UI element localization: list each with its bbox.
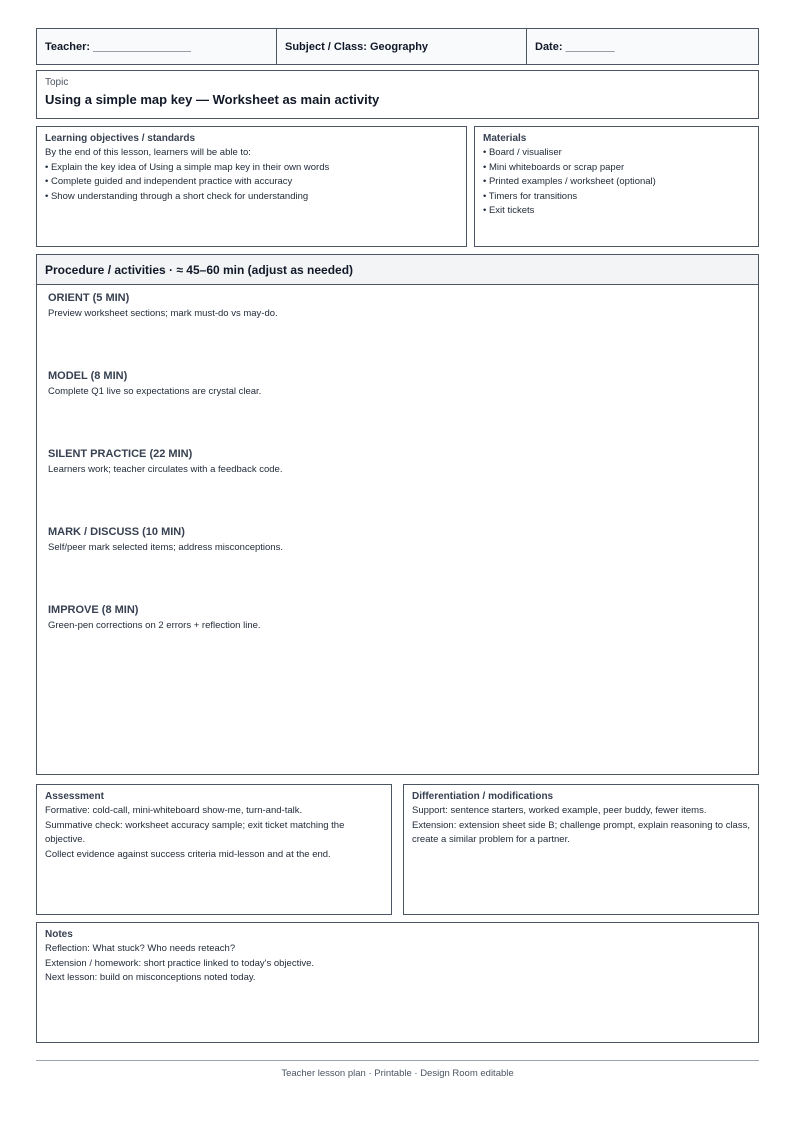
differentiation-section <box>403 784 759 915</box>
materials-item: • Timers for transitions <box>483 190 578 202</box>
objectives-line: By the end of this lesson, learners will be able to: <box>45 147 251 158</box>
differentiation-line: Support: sentence starters, worked example, peer buddy, fewer items. <box>412 805 707 816</box>
materials-section <box>474 126 759 247</box>
subject-class-field[interactable]: Subject / Class: Geography <box>277 29 527 64</box>
procedure-step[interactable] <box>48 526 283 553</box>
step-title: SILENT PRACTICE (22 MIN) <box>48 448 193 460</box>
materials-item: • Exit tickets <box>483 205 535 216</box>
objectives-label: Learning objectives / standards <box>45 133 196 144</box>
step-title: MARK / DISCUSS (10 MIN) <box>48 526 185 538</box>
step-title: IMPROVE (8 MIN) <box>48 604 139 616</box>
objectives-section <box>36 126 467 247</box>
notes-text[interactable] <box>45 942 750 986</box>
topic-title[interactable]: Using a simple map key — Worksheet as main activity <box>45 92 380 107</box>
differentiation-line: Extension: extension sheet side B; challenge prompt, explain reasoning to class, create a similar problem for a partner. <box>412 819 750 845</box>
materials-item: • Mini whiteboards or scrap paper <box>483 161 625 173</box>
assessment-line: Summative check: worksheet accuracy sample; exit ticket matching the objective. <box>45 819 345 845</box>
step-description: Self/peer mark selected items; address misconceptions. <box>48 542 283 553</box>
assessment-section <box>36 784 392 915</box>
notes-line: Next lesson: build on misconceptions noted today. <box>45 972 256 983</box>
header-row <box>36 28 759 65</box>
step-title: MODEL (8 MIN) <box>48 370 128 382</box>
teacher-field[interactable]: Teacher: ________________ <box>37 29 277 64</box>
step-description: Complete Q1 live so expectations are crystal clear. <box>48 386 262 397</box>
objectives-list[interactable] <box>45 146 458 204</box>
footer-text: Teacher lesson plan · Printable · Design Room editable <box>281 1068 514 1079</box>
materials-list[interactable] <box>483 146 750 219</box>
objectives-line: • Show understanding through a short check for understanding <box>45 190 309 202</box>
topic-section <box>36 70 759 119</box>
date-field[interactable]: Date: ________ <box>527 29 758 64</box>
procedure-step[interactable] <box>48 292 278 319</box>
procedure-section <box>36 254 759 775</box>
procedure-heading: Procedure / activities · ≈ 45–60 min (adjust as needed) <box>37 255 758 285</box>
procedure-step[interactable] <box>48 370 261 397</box>
step-description: Learners work; teacher circulates with a feedback code. <box>48 464 283 475</box>
notes-line: Reflection: What stuck? Who needs reteach? <box>45 943 236 954</box>
assessment-text[interactable] <box>45 804 383 862</box>
materials-label: Materials <box>483 133 527 144</box>
step-description: Green-pen corrections on 2 errors + reflection line. <box>48 620 261 631</box>
materials-item: • Printed examples / worksheet (optional) <box>483 176 656 187</box>
procedure-step[interactable] <box>48 604 261 631</box>
assessment-line: Formative: cold-call, mini-whiteboard show-me, turn-and-talk. <box>45 805 303 816</box>
assessment-label: Assessment <box>45 791 104 802</box>
notes-label: Notes <box>45 929 73 940</box>
differentiation-text[interactable] <box>412 804 750 848</box>
objectives-line: • Complete guided and independent practice with accuracy <box>45 176 293 187</box>
objectives-line: • Explain the key idea of Using a simple map key in their own words <box>45 161 330 173</box>
materials-item: • Board / visualiser <box>483 147 562 158</box>
assessment-line: Collect evidence against success criteria mid-lesson and at the end. <box>45 848 331 860</box>
notes-line: Extension / homework: short practice linked to today's objective. <box>45 957 315 969</box>
step-description: Preview worksheet sections; mark must-do vs may-do. <box>48 308 278 319</box>
notes-section <box>36 922 759 1043</box>
topic-label: Topic <box>45 77 69 88</box>
procedure-step[interactable] <box>48 448 282 475</box>
differentiation-label: Differentiation / modifications <box>412 791 554 802</box>
footer-divider <box>36 1060 759 1061</box>
step-title: ORIENT (5 MIN) <box>48 292 130 304</box>
